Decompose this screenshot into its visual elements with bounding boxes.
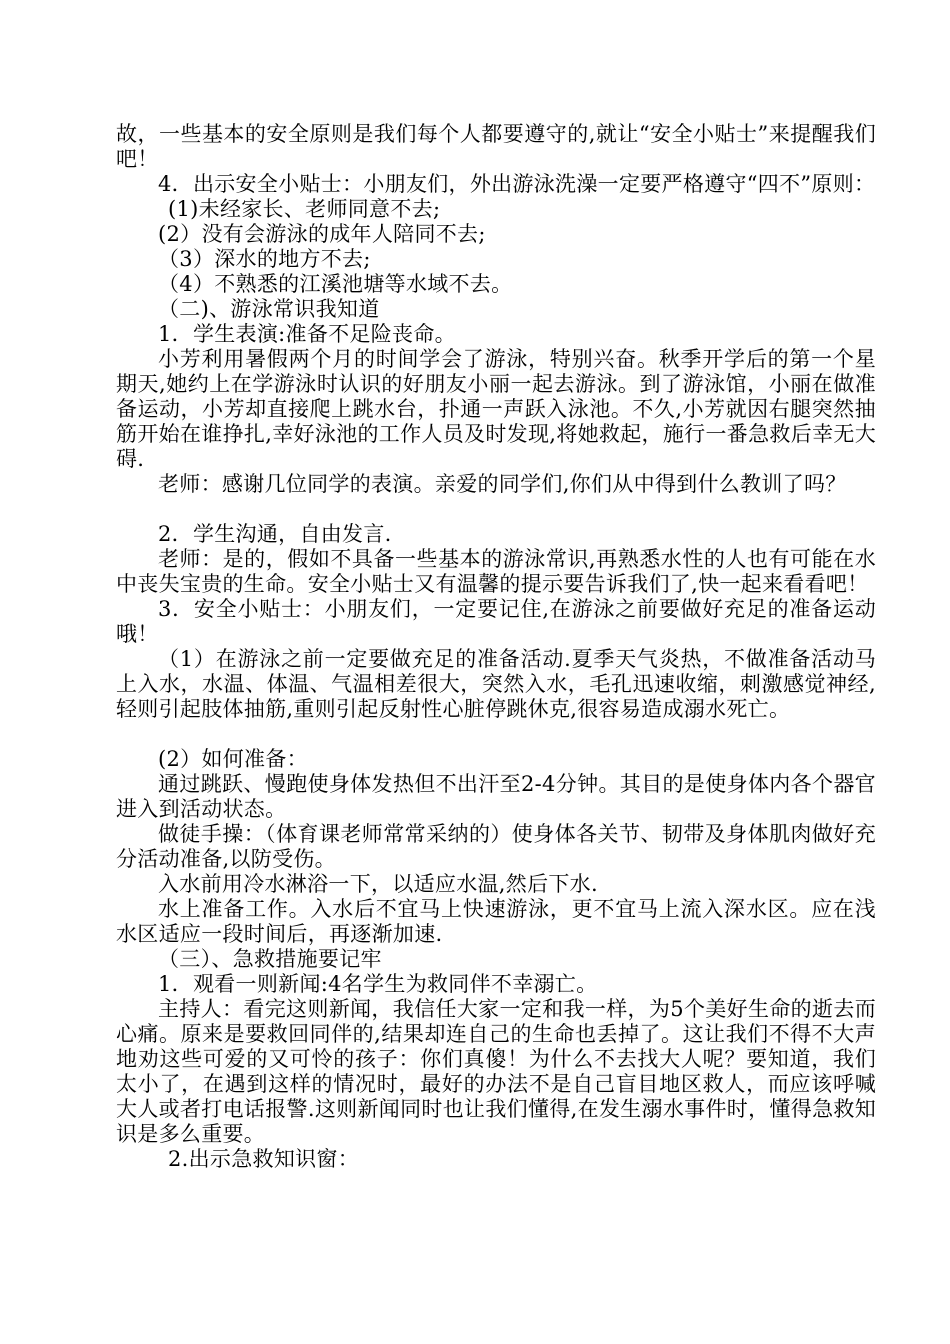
section-heading: （三）、急救措施要记牢 xyxy=(158,947,382,971)
blank-line xyxy=(116,497,876,522)
paragraph: 2．学生沟通，自由发言. xyxy=(158,522,392,546)
paragraph: 1．学生表演:准备不足险丧命。 xyxy=(158,322,456,346)
document-body xyxy=(116,122,876,1172)
paragraph: 入水前用冷水淋浴一下，以适应水温,然后下水. xyxy=(158,872,598,896)
paragraph: 通过跳跃、慢跑使身体发热但不出汗至2-4分钟。其目的是使身体内各个器官进入到活动状态。 xyxy=(116,772,876,821)
list-item: （3）深水的地方不去; xyxy=(158,247,371,271)
paragraph: 3．安全小贴士：小朋友们，一定要记住,在游泳之前要做好充足的准备运动哦！ xyxy=(116,597,876,646)
paragraph: （1）在游泳之前一定要做充足的准备活动.夏季天气炎热，不做准备活动马上入水，水温、体温、气温相差很大，突然入水，毛孔迅速收缩，刺激感觉神经,轻则引起肢体抽筋,重则引起反射性心脏停跳休克,很容易造成溺水死亡。 xyxy=(116,647,876,721)
paragraph: 4．出示安全小贴士：小朋友们，外出游泳洗澡一定要严格遵守“四不”原则： xyxy=(158,172,876,196)
paragraph: 老师：感谢几位同学的表演。亲爱的同学们,你们从中得到什么教训了吗？ xyxy=(158,472,847,496)
paragraph: (2）如何准备： xyxy=(158,747,308,771)
section-heading: （二)、游泳常识我知道 xyxy=(158,297,380,321)
list-item: （4）不熟悉的江溪池塘等水域不去。 xyxy=(158,272,513,296)
paragraph: 小芳利用暑假两个月的时间学会了游泳，特别兴奋。秋季开学后的第一个星期天,她约上在学游泳时认识的好朋友小丽一起去游泳。到了游泳馆，小丽在做准备运动，小芳却直接爬上跳水台，扑通一声跃入泳池。不久,小芳就因右腿突然抽筋开始在谁挣扎,幸好泳池的工作人员及时发现,将她救起，施行一番急救后幸无大碍. xyxy=(116,347,876,471)
paragraph: 故，一些基本的安全原则是我们每个人都要遵守的,就让“安全小贴士”来提醒我们吧！ xyxy=(116,122,876,171)
paragraph: 做徒手操：（体育课老师常常采纳的）使身体各关节、韧带及身体肌肉做好充分活动准备,以防受伤。 xyxy=(116,822,876,871)
blank-line xyxy=(116,722,876,747)
paragraph: 主持人：看完这则新闻，我信任大家一定和我一样，为5个美好生命的逝去而心痛。原来是要救回同伴的,结果却连自己的生命也丢掉了。这让我们不得不大声地劝这些可爱的又可怜的孩子：你们真傻！为什么不去找大人呢？要知道，我们太小了，在遇到这样的情况时，最好的办法不是自己盲目地区救人，而应该呼喊大人或者打电话报警.这则新闻同时也让我们懂得,在发生溺水事件时，懂得急救知识是多么重要。 xyxy=(116,997,876,1146)
paragraph: 老师：是的，假如不具备一些基本的游泳常识,再熟悉水性的人也有可能在水中丧失宝贵的生命。安全小贴士又有温馨的提示要告诉我们了,快一起来看看吧！ xyxy=(116,547,876,596)
list-item: (2）没有会游泳的成年人陪同不去; xyxy=(158,222,486,246)
list-item: (1)未经家长、老师同意不去; xyxy=(168,197,441,221)
paragraph: 水上准备工作。入水后不宜马上快速游泳，更不宜马上流入深水区。应在浅水区适应一段时间后，再逐渐加速. xyxy=(116,897,876,946)
paragraph: 2.出示急救知识窗： xyxy=(168,1147,360,1171)
paragraph: 1．观看一则新闻:4名学生为救同伴不幸溺亡。 xyxy=(158,972,598,996)
